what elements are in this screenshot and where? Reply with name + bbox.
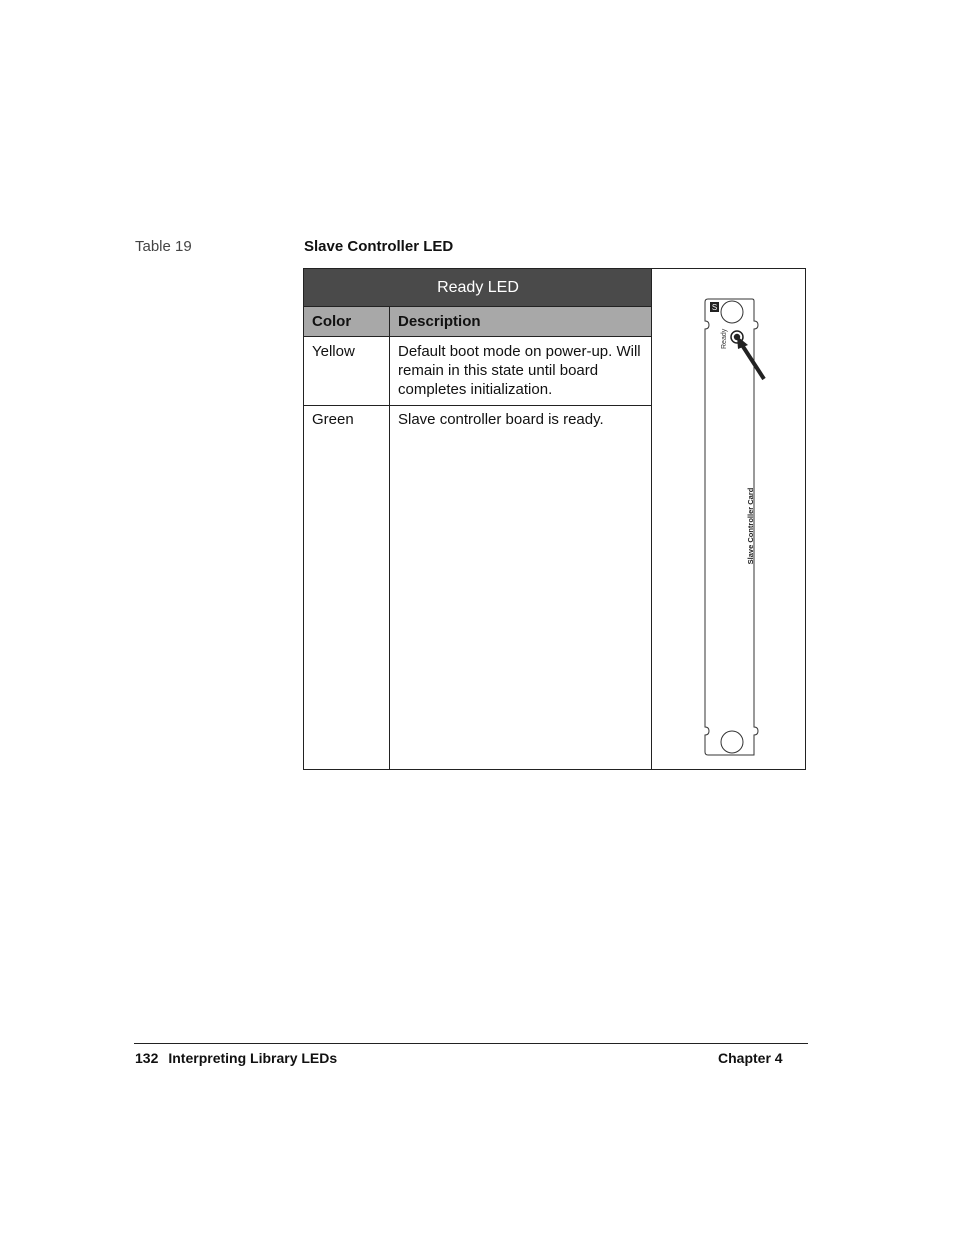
- row-divider: [304, 405, 652, 406]
- column-divider: [389, 306, 390, 769]
- card-illustration: [652, 269, 805, 769]
- row-1-description: Default boot mode on power-up. Will remain in this state until board completes initialization.: [398, 343, 641, 398]
- ready-led-label: Ready: [721, 328, 728, 349]
- page-number: 132: [135, 1050, 159, 1066]
- row-2-description: Slave controller board is ready.: [398, 411, 604, 428]
- card-label: Slave Controller Card: [746, 487, 755, 565]
- led-table: [303, 268, 806, 770]
- table-label: Table 19: [135, 238, 192, 255]
- column-header-description: Description: [398, 313, 481, 330]
- row-2-color: Green: [312, 411, 354, 428]
- chapter-label: Chapter 4: [718, 1050, 783, 1066]
- footer-left: [135, 1050, 347, 1066]
- row-1-color: Yellow: [312, 343, 355, 360]
- footer-rule: [134, 1043, 808, 1044]
- table-title: Slave Controller LED: [304, 238, 454, 255]
- column-header-color: Color: [312, 313, 352, 330]
- section-title: Interpreting Library LEDs: [168, 1050, 338, 1066]
- slave-controller-card-figure: [652, 269, 805, 769]
- table-header-ready-led: [304, 269, 652, 306]
- column-header-row: [304, 306, 652, 337]
- table-header-text: Ready LED: [437, 278, 519, 296]
- badge-text: S: [711, 303, 718, 312]
